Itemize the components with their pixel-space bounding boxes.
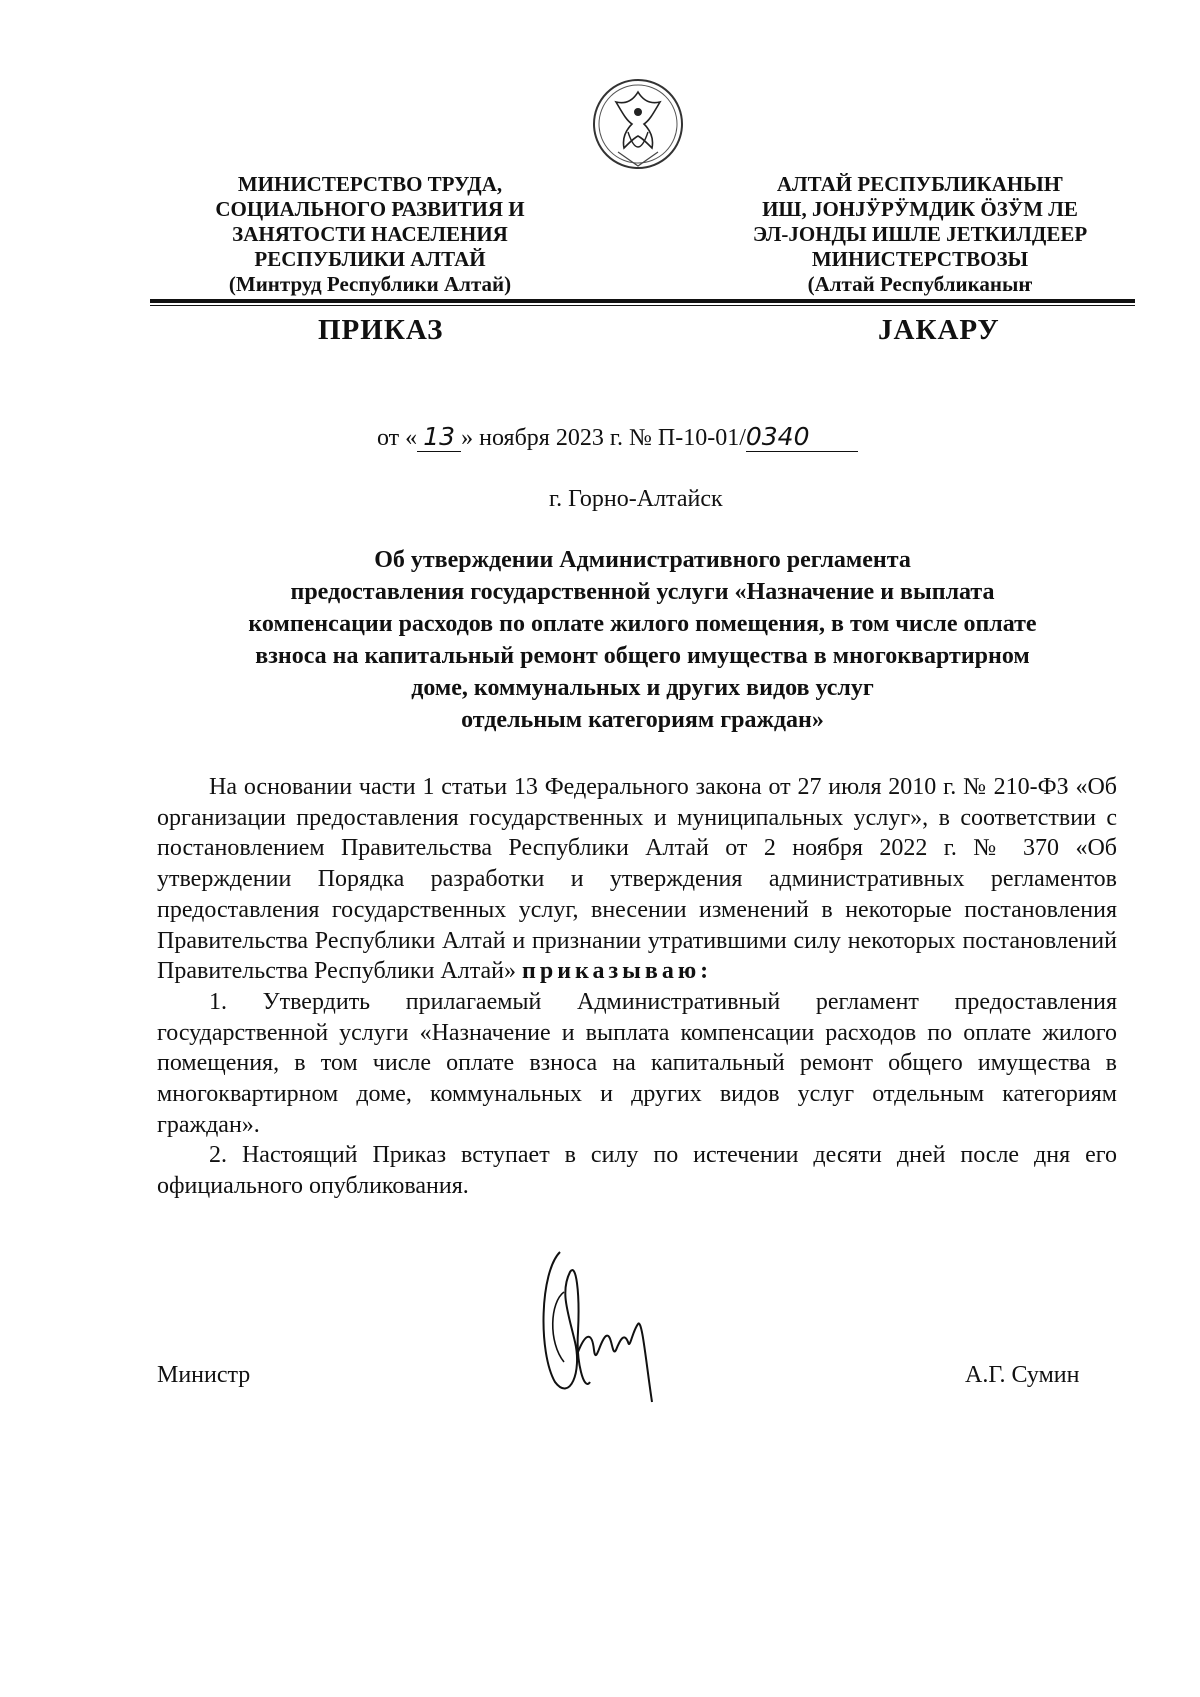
body-paragraph (157, 772, 1117, 987)
header-left-line: МИНИСТЕРСТВО ТРУДА, (237, 172, 503, 196)
order-body (157, 772, 1117, 1202)
ministry-name-russian (185, 172, 555, 297)
title-line: Об утверждении Административного регламента (374, 547, 911, 573)
order-title (150, 544, 1135, 736)
header-left-line: СОЦИАЛЬНОГО РАЗВИТИЯ И (215, 197, 525, 221)
preamble-text: На основании части 1 статьи 13 Федерального закона от 27 июля 2010 г. № 210-ФЗ «Об организации предоставления государственных и муниципальных услуг», в соответствии с постановлением Правительства Республики Алтай от 2 ноября 2022 г. № 370 «Об утверждении Порядка разработки и утверждения административных регламентов предоставления государственных услуг, внесении изменений в некоторые постановления Правительства Республики Алтай и признании утратившими силу некоторых постановлений Правительства Республики Алтай» (157, 774, 1117, 985)
order-verb: приказываю: (522, 958, 713, 985)
signatory-role: Министр (157, 1362, 251, 1388)
header-divider (150, 299, 1135, 303)
date-prefix: от « (377, 425, 418, 451)
date-day-handwritten: 13 (417, 422, 461, 452)
body-item-2: 2. Настоящий Приказ вступает в силу по истечении десяти дней после дня его официального опубликования. (157, 1142, 1117, 1200)
header-left-line: (Минтруд Республики Алтай) (228, 272, 512, 296)
header-left-line: РЕСПУБЛИКИ АЛТАЙ (254, 247, 486, 271)
title-line: взноса на капитальный ремонт общего имущества в многоквартирном (255, 643, 1030, 669)
header-right-line: МИНИСТЕРСТВОЗЫ (811, 247, 1029, 271)
date-line (377, 422, 858, 452)
order-number-handwritten: 0340 (746, 422, 858, 452)
header-right-line: ИШ, ЈОНЈӰРӰМДИК ÖЗӰМ ЛЕ (762, 197, 1078, 221)
title-line: предоставления государственной услуги «Назначение и выплата (290, 579, 995, 605)
header-left-line: ЗАНЯТОСТИ НАСЕЛЕНИЯ (232, 222, 508, 246)
ministry-name-altai (720, 172, 1120, 297)
handwritten-signature-icon (520, 1232, 690, 1412)
doc-type-russian: ПРИКАЗ (318, 314, 444, 346)
header-right-line: (Алтай Республиканыҥ (807, 272, 1033, 296)
title-line: доме, коммунальных и других видов услуг (411, 675, 874, 701)
header-right-line: АЛТАЙ РЕСПУБЛИКАНЫҤ (776, 172, 1064, 196)
header-right-line: ЭЛ-ЈОНДЫ ИШЛЕ ЈЕТКИЛДЕЕР (752, 222, 1088, 246)
date-middle: » ноября 2023 г. № П-10-01/ (461, 425, 746, 451)
title-line: отдельным категориям граждан» (461, 707, 824, 733)
body-item-1: 1. Утвердить прилагаемый Административный регламент предоставления государственной услуги «Назначение и выплата компенсации расходов по оплате жилого помещения, в том числе оплате взноса на капитальный ремонт общего имущества в многоквартирном доме, коммунальных и других видов услуг отдельным категориям граждан». (157, 988, 1117, 1138)
coat-of-arms-icon (588, 72, 688, 182)
header-divider-thin (150, 305, 1135, 306)
signatory-name: А.Г. Сумин (965, 1362, 1080, 1388)
doc-type-altai: ЈАКАРУ (878, 314, 1000, 346)
city: г. Горно-Алтайск (549, 486, 723, 512)
title-line: компенсации расходов по оплате жилого помещения, в том числе оплате (248, 611, 1037, 637)
